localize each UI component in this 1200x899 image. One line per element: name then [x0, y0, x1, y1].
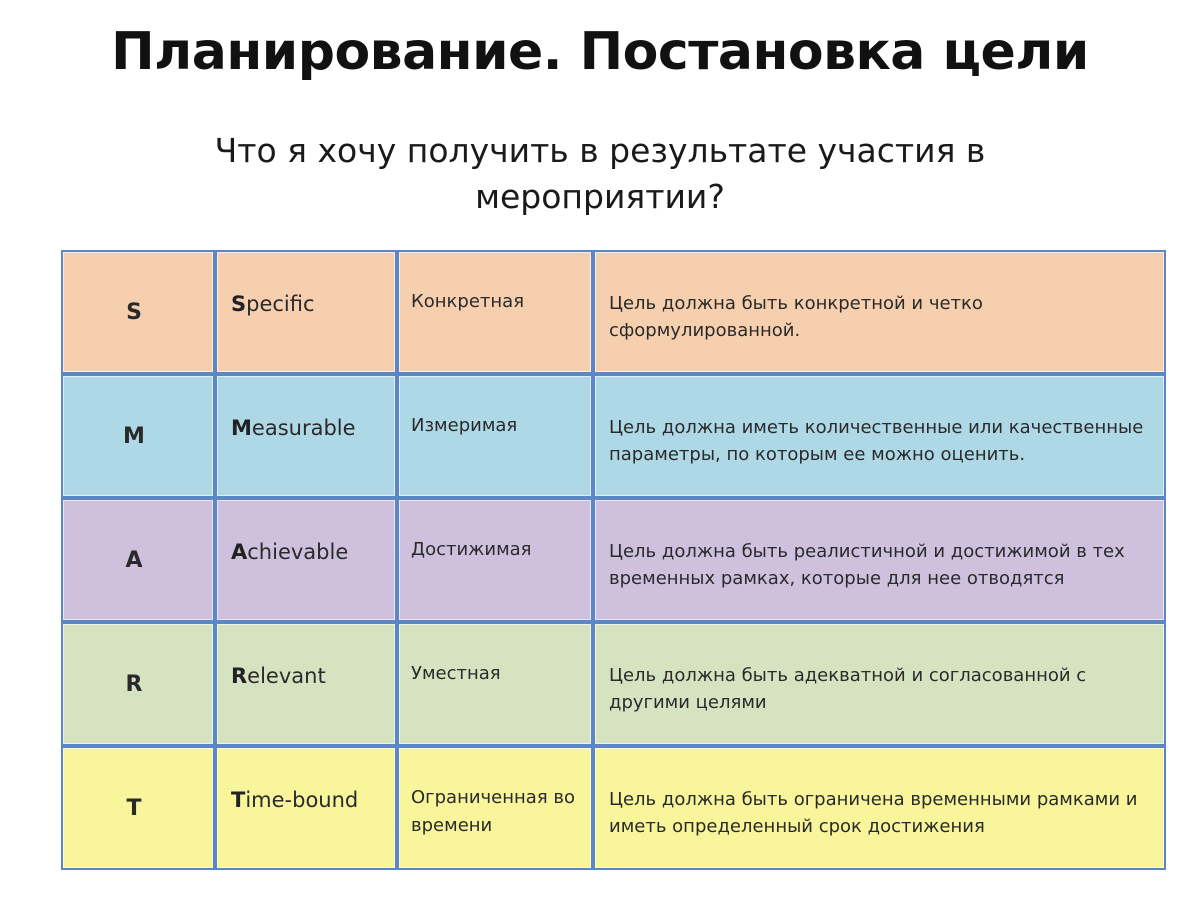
term-cell	[215, 250, 397, 374]
term-initial: M	[231, 416, 252, 440]
term-initial: S	[231, 292, 247, 316]
table-row-m	[61, 374, 1166, 498]
table-row-r	[61, 622, 1166, 746]
table-row-t	[61, 746, 1166, 870]
description-cell: Цель должна быть реалистичной и достижимой в тех временных рамках, которые для нее отводятся	[593, 498, 1166, 622]
term-rest: ime-bound	[245, 788, 359, 812]
table-row-a	[61, 498, 1166, 622]
description-cell: Цель должна быть ограничена временными рамками и иметь определенный срок достижения	[593, 746, 1166, 870]
translation-cell: Конкретная	[397, 250, 593, 374]
term-rest: chievable	[247, 540, 349, 564]
translation-cell: Уместная	[397, 622, 593, 746]
slide-title: Планирование. Постановка цели	[111, 22, 1089, 82]
translation-cell: Достижимая	[397, 498, 593, 622]
letter-cell: A	[61, 498, 215, 622]
slide-subtitle: Что я хочу получить в результате участия в мероприятии?	[214, 131, 986, 216]
description-cell: Цель должна иметь количественные или качественные параметры, по которым ее можно оценить.	[593, 374, 1166, 498]
letter-cell: T	[61, 746, 215, 870]
translation-cell: Ограниченная во времени	[397, 746, 593, 870]
term-rest: pecific	[246, 292, 315, 316]
letter-cell: S	[61, 250, 215, 374]
term-cell	[215, 374, 397, 498]
term-initial: A	[231, 540, 248, 564]
term-cell	[215, 746, 397, 870]
letter-cell: R	[61, 622, 215, 746]
letter-cell: M	[61, 374, 215, 498]
term-cell	[215, 622, 397, 746]
table-row-s	[61, 250, 1166, 374]
description-cell: Цель должна быть адекватной и согласованной с другими целями	[593, 622, 1166, 746]
term-rest: easurable	[251, 416, 356, 440]
term-initial: R	[231, 664, 248, 688]
smart-table	[61, 250, 1166, 870]
term-cell	[215, 498, 397, 622]
description-cell: Цель должна быть конкретной и четко сформулированной.	[593, 250, 1166, 374]
term-initial: T	[231, 788, 246, 812]
term-rest: elevant	[247, 664, 326, 688]
translation-cell: Измеримая	[397, 374, 593, 498]
